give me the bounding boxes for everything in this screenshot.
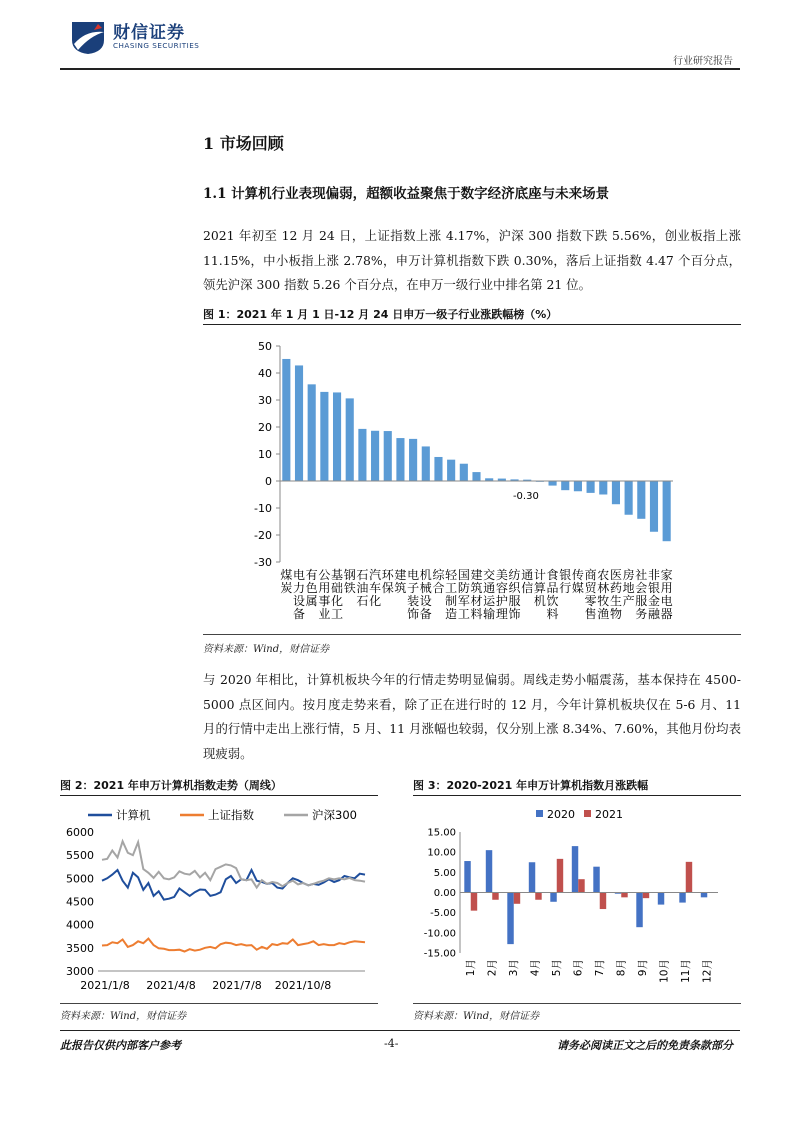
fig2-top-rule bbox=[60, 795, 378, 796]
bar-2020-6月 bbox=[572, 846, 578, 892]
x-category-label: 材 bbox=[470, 594, 483, 608]
x-category-label: 石 bbox=[356, 568, 369, 582]
x-category-label: 造 bbox=[445, 607, 458, 621]
bar-医药生物 bbox=[612, 481, 620, 504]
x-category-label: 银 bbox=[559, 568, 572, 582]
bar-环保 bbox=[384, 431, 392, 481]
subsection-heading: 1.1 计算机行业表现偏弱，超额收益聚焦于数字经济底座与未来场景 bbox=[203, 186, 610, 202]
bar-2021-8月 bbox=[621, 893, 627, 898]
x-category-label: 属 bbox=[305, 594, 318, 608]
x-category-label: 铁 bbox=[343, 581, 356, 595]
x-category-label: 器 bbox=[660, 607, 673, 621]
x-category-label: 筑 bbox=[394, 581, 407, 595]
bar-家用电器 bbox=[663, 481, 671, 541]
x-category-label: 织 bbox=[508, 581, 521, 595]
x-category-label: 零 bbox=[584, 594, 597, 608]
footer-disclaimer-left: 此报告仅供内部客户参考 bbox=[60, 1039, 181, 1052]
x-category-label: 防 bbox=[457, 581, 470, 595]
bar-机械设备 bbox=[422, 446, 430, 481]
bar-食品饮料 bbox=[549, 481, 557, 486]
x-category-label: 银 bbox=[647, 581, 660, 595]
series-line-计算机 bbox=[102, 870, 365, 900]
x-category-label: 用 bbox=[660, 581, 673, 595]
legend-swatch bbox=[536, 810, 543, 817]
y-tick-label: 10.00 bbox=[427, 847, 456, 859]
bar-2020-1月 bbox=[464, 861, 470, 892]
x-tick-label: 2021/1/8 bbox=[80, 979, 130, 992]
x-category-label: 饰 bbox=[508, 607, 521, 621]
bar-房地产 bbox=[625, 481, 633, 515]
x-category-label: 地 bbox=[622, 581, 635, 595]
x-category-label: 军 bbox=[457, 594, 470, 608]
bar-2020-3月 bbox=[507, 893, 513, 945]
x-category-label: 有 bbox=[305, 568, 318, 582]
x-category-label: 12月 bbox=[701, 959, 714, 983]
x-category-label: 力 bbox=[293, 581, 306, 595]
y-tick-label: 0 bbox=[265, 475, 272, 488]
x-category-label: 备 bbox=[419, 607, 432, 621]
x-category-label: 轻 bbox=[445, 568, 458, 582]
x-category-label: 护 bbox=[495, 594, 508, 608]
footer-divider bbox=[60, 1030, 740, 1031]
x-category-label: 金 bbox=[647, 594, 660, 608]
x-category-label: 化 bbox=[331, 594, 344, 608]
x-category-label: 算 bbox=[533, 581, 546, 595]
bar-2020-9月 bbox=[636, 893, 642, 928]
legend-label: 沪深300 bbox=[312, 808, 357, 822]
x-category-label: 纺 bbox=[508, 568, 521, 582]
x-category-label: 交 bbox=[483, 568, 496, 582]
bar-2021-4月 bbox=[535, 893, 541, 900]
fig1-title: 图 1：2021 年 1 月 1 日-12 月 24 日申万一级子行业涨跌幅榜（%） bbox=[203, 308, 558, 321]
annotation-label: -0.30 bbox=[512, 491, 539, 502]
y-tick-label: 3500 bbox=[66, 941, 94, 955]
y-tick-label: 5.00 bbox=[433, 867, 456, 879]
bar-2021-11月 bbox=[686, 862, 692, 893]
y-tick-label: 30 bbox=[258, 394, 272, 407]
logo-english-name: CHASING SECURITIES bbox=[113, 41, 200, 50]
x-tick-label: 2021/7/8 bbox=[212, 979, 262, 992]
x-category-label: 机 bbox=[419, 568, 432, 582]
bar-2020-11月 bbox=[679, 893, 685, 903]
y-tick-label: 40 bbox=[258, 367, 272, 380]
x-category-label: 制 bbox=[445, 594, 458, 608]
bar-2021-3月 bbox=[514, 893, 520, 904]
page-number: -4- bbox=[384, 1037, 399, 1050]
x-category-label: 美 bbox=[495, 568, 508, 582]
bar-石油石化 bbox=[358, 429, 366, 481]
x-category-label: 子 bbox=[407, 581, 420, 595]
x-category-label: 电 bbox=[293, 568, 306, 582]
x-category-label: 2月 bbox=[486, 959, 499, 977]
x-category-label: 10月 bbox=[658, 959, 671, 983]
legend-label: 2021 bbox=[595, 808, 623, 821]
x-tick-label: 2021/10/8 bbox=[274, 979, 332, 992]
x-category-label: 饰 bbox=[407, 607, 420, 621]
x-category-label: 4月 bbox=[529, 959, 542, 977]
x-category-label: 业 bbox=[318, 607, 331, 621]
x-category-label: 综 bbox=[432, 568, 445, 582]
x-category-label: 传 bbox=[571, 568, 584, 582]
x-category-label: 6月 bbox=[572, 959, 585, 977]
fig3-bottom-rule bbox=[413, 1003, 741, 1004]
x-category-label: 7月 bbox=[593, 959, 606, 977]
x-category-label: 炭 bbox=[280, 581, 293, 595]
x-category-label: 售 bbox=[584, 607, 597, 621]
x-category-label: 油 bbox=[356, 581, 369, 595]
paragraph-market-review: 2021 年初至 12 月 24 日，上证指数上涨 4.17%，沪深 300 指数下跌 5.56%，创业板指上涨 11.15%，中小板指上涨 2.78%，申万计算机指数下跌 0.30%，落后上证指数 4.47 个百分点，领先沪深 300 指数 5.26 个百分点，在申万一级行业中排名第 21 位。 bbox=[203, 228, 741, 292]
x-category-label: 工 bbox=[457, 607, 470, 621]
x-category-label: 设 bbox=[293, 594, 306, 608]
x-category-label: 基 bbox=[331, 568, 344, 582]
x-category-label: 服 bbox=[635, 594, 648, 608]
y-tick-label: 6000 bbox=[66, 826, 94, 839]
paragraph-trend-analysis: 与 2020 年相比，计算机板块今年的行情走势明显偏弱。周线走势小幅震荡，基本保持在 4500-5000 点区间内。按月度走势来看，除了正在进行时的 12 月，今年计算机板块仅在 5-6 月、11 月的行情中走出上涨行情，5 月、11 月涨幅也较弱，仅分别上涨 8.34%、7.60%，其他月份均表现疲弱。 bbox=[203, 672, 741, 761]
bar-2021-5月 bbox=[557, 859, 563, 893]
bar-传媒 bbox=[574, 481, 582, 491]
x-category-label: 林 bbox=[597, 581, 610, 595]
x-category-label: 事 bbox=[318, 594, 331, 608]
x-category-label: 食 bbox=[546, 568, 559, 582]
x-category-label: 8月 bbox=[615, 959, 628, 977]
fig1-bottom-rule bbox=[203, 634, 741, 635]
bar-电力设备 bbox=[295, 365, 303, 481]
x-category-label: 渔 bbox=[597, 607, 610, 621]
x-category-label: 工 bbox=[445, 581, 458, 595]
x-category-label: 通 bbox=[521, 568, 534, 582]
x-category-label: 信 bbox=[521, 581, 534, 595]
x-category-label: 建 bbox=[394, 568, 407, 582]
x-category-label: 计 bbox=[533, 568, 546, 582]
x-category-label: 钢 bbox=[343, 568, 356, 582]
x-category-label: 品 bbox=[546, 581, 559, 595]
bar-基础化工 bbox=[333, 392, 341, 481]
x-category-label: 公 bbox=[318, 568, 331, 582]
x-category-label: 保 bbox=[381, 581, 394, 595]
x-category-label: 物 bbox=[609, 607, 622, 621]
bar-建筑装饰 bbox=[396, 438, 404, 481]
x-category-label: 筑 bbox=[470, 581, 483, 595]
bar-国防军工 bbox=[460, 464, 468, 481]
y-tick-label: 15.00 bbox=[427, 827, 456, 839]
x-category-label: 建 bbox=[470, 568, 483, 582]
y-tick-label: 4000 bbox=[66, 918, 94, 932]
x-category-label: 服 bbox=[508, 594, 521, 608]
page-header bbox=[0, 0, 793, 70]
x-category-label: 务 bbox=[635, 607, 648, 621]
y-tick-label: 5500 bbox=[66, 849, 94, 863]
fig3-monthly-bar-chart bbox=[413, 800, 741, 1000]
x-category-label: 料 bbox=[470, 607, 483, 621]
fig3-source: 资料来源：Wind，财信证券 bbox=[413, 1011, 540, 1022]
header-divider bbox=[60, 68, 740, 70]
x-category-label: 煤 bbox=[280, 568, 293, 582]
x-category-label: 社 bbox=[635, 568, 648, 582]
x-category-label: 医 bbox=[609, 568, 622, 582]
company-logo-icon bbox=[68, 18, 108, 56]
x-category-label: 电 bbox=[407, 568, 420, 582]
bar-2021-7月 bbox=[600, 893, 606, 910]
bar-汽车 bbox=[371, 431, 379, 481]
bar-电子 bbox=[409, 439, 417, 481]
x-category-label: 电 bbox=[660, 594, 673, 608]
x-category-label: 色 bbox=[305, 581, 318, 595]
x-category-label: 械 bbox=[419, 581, 432, 595]
legend-label: 2020 bbox=[547, 808, 575, 821]
x-category-label: 运 bbox=[483, 594, 496, 608]
bar-建筑材料 bbox=[472, 472, 480, 481]
bar-钢铁 bbox=[346, 398, 354, 481]
x-category-label: 农 bbox=[597, 568, 610, 582]
x-category-label: 理 bbox=[495, 607, 508, 621]
bar-2021-6月 bbox=[578, 879, 584, 892]
legend-swatch bbox=[584, 810, 591, 817]
x-category-label: 会 bbox=[635, 581, 648, 595]
y-tick-label: 5000 bbox=[66, 872, 94, 886]
x-category-label: 3月 bbox=[507, 959, 520, 977]
legend-label: 计算机 bbox=[116, 808, 151, 822]
x-category-label: 容 bbox=[495, 581, 508, 595]
y-tick-label: -5.00 bbox=[430, 908, 456, 920]
x-category-label: 牧 bbox=[597, 594, 610, 608]
fig2-bottom-rule bbox=[60, 1003, 378, 1004]
x-category-label: 备 bbox=[293, 607, 306, 621]
y-tick-label: -10.00 bbox=[423, 928, 456, 940]
bar-2020-7月 bbox=[593, 867, 599, 893]
bar-2021-2月 bbox=[492, 893, 498, 900]
y-tick-label: 50 bbox=[258, 340, 272, 353]
bar-2020-4月 bbox=[529, 862, 535, 892]
x-category-label: 工 bbox=[331, 607, 344, 621]
x-category-label: 9月 bbox=[636, 959, 649, 977]
legend-label: 上证指数 bbox=[208, 808, 254, 822]
x-tick-label: 2021/4/8 bbox=[146, 979, 196, 992]
section-heading: 1 市场回顾 bbox=[203, 134, 284, 153]
x-category-label: 石 bbox=[356, 594, 369, 608]
fig3-title: 图 3：2020-2021 年申万计算机指数月涨跌幅 bbox=[413, 779, 649, 792]
bar-综合 bbox=[434, 457, 442, 481]
x-category-label: 房 bbox=[622, 568, 635, 582]
y-tick-label: -15.00 bbox=[423, 948, 456, 960]
x-category-label: 化 bbox=[369, 594, 382, 608]
x-category-label: 5月 bbox=[550, 959, 563, 977]
bar-非银金融 bbox=[650, 481, 658, 532]
fig1-source: 资料来源：Wind，财信证券 bbox=[203, 644, 330, 655]
footer-disclaimer-right: 请务必阅读正文之后的免责条款部分 bbox=[557, 1039, 733, 1052]
x-category-label: 饮 bbox=[546, 594, 559, 608]
bar-轻工制造 bbox=[447, 460, 455, 481]
fig1-industry-bar-chart bbox=[203, 330, 741, 630]
y-tick-label: 3000 bbox=[66, 965, 94, 978]
x-category-label: 药 bbox=[609, 581, 622, 595]
y-tick-label: 20 bbox=[258, 421, 272, 434]
x-category-label: 输 bbox=[483, 607, 496, 621]
y-tick-label: -30 bbox=[254, 556, 272, 569]
x-category-label: 汽 bbox=[369, 568, 382, 582]
x-category-label: 机 bbox=[533, 594, 546, 608]
y-tick-label: 0.00 bbox=[433, 888, 456, 899]
bar-有色金属 bbox=[308, 384, 316, 481]
x-category-label: 商 bbox=[584, 568, 597, 582]
x-category-label: 行 bbox=[559, 581, 572, 595]
x-category-label: 贸 bbox=[584, 581, 597, 595]
fig2-title: 图 2：2021 年申万计算机指数走势（周线） bbox=[60, 779, 282, 792]
bar-2020-10月 bbox=[658, 893, 664, 905]
bar-2020-12月 bbox=[701, 893, 707, 898]
fig1-top-rule bbox=[203, 324, 741, 325]
x-category-label: 媒 bbox=[571, 581, 584, 595]
bar-煤炭 bbox=[282, 359, 290, 481]
x-category-label: 础 bbox=[331, 581, 344, 595]
x-category-label: 1月 bbox=[464, 959, 477, 977]
series-line-上证指数 bbox=[102, 939, 365, 952]
fig2-source: 资料来源：Wind，财信证券 bbox=[60, 1011, 187, 1022]
x-category-label: 设 bbox=[419, 594, 432, 608]
x-category-label: 非 bbox=[647, 568, 660, 582]
x-category-label: 11月 bbox=[679, 959, 692, 983]
bar-2021-1月 bbox=[471, 893, 477, 911]
x-category-label: 料 bbox=[546, 607, 559, 621]
bar-2021-9月 bbox=[643, 893, 649, 899]
bar-银行 bbox=[561, 481, 569, 490]
x-category-label: 装 bbox=[407, 594, 420, 608]
x-category-label: 家 bbox=[660, 568, 673, 582]
x-category-label: 通 bbox=[483, 581, 496, 595]
x-category-label: 融 bbox=[647, 607, 660, 621]
x-category-label: 环 bbox=[381, 568, 394, 582]
y-tick-label: -10 bbox=[254, 502, 272, 515]
bar-2020-5月 bbox=[550, 893, 556, 902]
x-category-label: 车 bbox=[369, 581, 382, 595]
y-tick-label: -20 bbox=[254, 529, 272, 542]
bar-商贸零售 bbox=[587, 481, 595, 493]
x-category-label: 用 bbox=[318, 581, 331, 595]
report-type-label: 行业研究报告 bbox=[673, 56, 733, 67]
fig3-top-rule bbox=[413, 795, 741, 796]
bar-农林牧渔 bbox=[599, 481, 607, 495]
bar-公用事业 bbox=[320, 392, 328, 481]
x-category-label: 国 bbox=[457, 568, 470, 582]
x-category-label: 合 bbox=[432, 581, 445, 595]
bar-2020-2月 bbox=[486, 850, 492, 892]
y-tick-label: 10 bbox=[258, 448, 272, 461]
x-category-label: 生 bbox=[609, 594, 622, 608]
bar-社会服务 bbox=[637, 481, 645, 519]
fig2-index-line-chart bbox=[60, 800, 378, 1000]
logo-chinese-name: 财信证券 bbox=[113, 23, 185, 43]
x-category-label: 产 bbox=[622, 594, 635, 608]
y-tick-label: 4500 bbox=[66, 895, 94, 909]
